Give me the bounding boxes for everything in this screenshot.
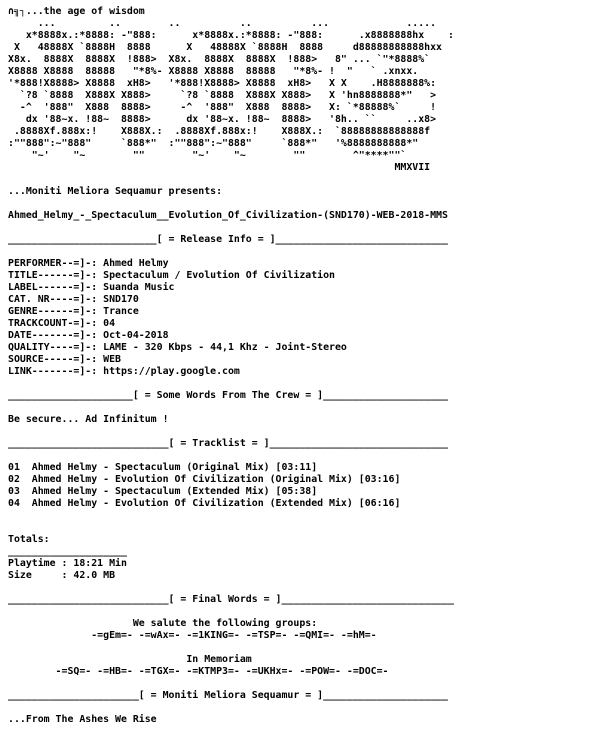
- info-genre: GENRE------=]-: Trance: [8, 306, 139, 317]
- blank-line: [8, 510, 608, 522]
- blank-line: [8, 198, 608, 210]
- info-link: LINK-------=]-: https://play.google.com: [8, 366, 240, 377]
- totals-playtime: Playtime : 18:21 Min: [8, 558, 127, 569]
- ascii-art-line: "~' "~ "" "~' "~ "" ^"****""`: [8, 150, 407, 161]
- ascii-art-line: X8x. 8888X 8888X !888> X8x. 8888X 8888X !888> 8" ... `"*8888%`: [8, 54, 431, 65]
- release-name: Ahmed_Helmy_-_Spectaculum__Evolution_Of_Civilization-(SND170)-WEB-2018-MMS: [8, 210, 448, 221]
- blank-line: [8, 642, 608, 654]
- ascii-art-line: .8888Xf.888x:! X888X.: .8888Xf.888x:! X888X.: `88888888888888f: [8, 126, 431, 137]
- ascii-art-line: `?8 `8888 X888X X888> `?8 `8888 X888X X888> X 'hn8888888*" >: [8, 90, 437, 101]
- presents-line: ...Moniti Meliora Sequamur presents:: [8, 186, 223, 197]
- blank-line: [8, 606, 608, 618]
- closing-line: ...From The Ashes We Rise: [8, 714, 157, 725]
- track-row: 02 Ahmed Helmy - Evolution Of Civilization (Original Mix) [03:16]: [8, 474, 401, 485]
- salute-groups: -=gEm=- -=wAx=- -=1KING=- -=TSP=- -=QMI=- -=hM=-: [8, 630, 377, 641]
- totals-rule: ____________________: [8, 546, 127, 557]
- blank-line: [8, 582, 608, 594]
- info-performer: PERFORMER--=]-: Ahmed Helmy: [8, 258, 169, 269]
- blank-line: [8, 378, 608, 390]
- blank-line: [8, 246, 608, 258]
- ascii-art-line: X 48888X `8888H 8888 X 48888X `8888H 8888 d88888888888hxx: [8, 42, 443, 53]
- ascii-art-line: :""888":~"888" `888*" :""888":~"888" `888*" '%8888888888*": [8, 138, 419, 149]
- blank-line: [8, 702, 608, 714]
- ascii-art-line: -^ '888" X888 8888> -^ '888" X888 8888> X: `*88888%` !: [8, 102, 437, 113]
- section-header-final-words: ___________________________[ = Final Words = ]_____________________________: [8, 594, 454, 605]
- info-label: LABEL------=]-: Suanda Music: [8, 282, 175, 293]
- blank-line: [8, 426, 608, 438]
- ascii-art-line: dx '88~x. !88~ 8888> dx '88~x. !88~ 8888> '8h.. `` ..x8>: [8, 114, 437, 125]
- salute-heading: We salute the following groups:: [8, 618, 318, 629]
- ascii-art-line: X8888 X8888 88888 "*8%- X8888 X8888 88888 "*8%- ! " ` .xnxx.: [8, 66, 419, 77]
- totals-label: Totals:: [8, 534, 50, 545]
- ascii-art-line: x*8888x.:*8888: -"888: x*8888x.:*8888: -"888: .x8888888hx :: [8, 30, 454, 41]
- section-header-tracklist: ___________________________[ = Tracklist = ]______________________________: [8, 438, 448, 449]
- info-source: SOURCE-----=]-: WEB: [8, 354, 121, 365]
- info-trackcount: TRACKCOUNT-=]-: 04: [8, 318, 116, 329]
- track-row: 01 Ahmed Helmy - Spectaculum (Original Mix) [03:11]: [8, 462, 318, 473]
- info-date: DATE-------=]-: Oct-04-2018: [8, 330, 169, 341]
- memoriam-groups: -=SQ=- -=HB=- -=TGX=- -=KTMP3=- -=UKHx=- -=POW=- -=DOC=-: [8, 666, 389, 677]
- crew-words-text: Be secure... Ad Infinitum !: [8, 414, 169, 425]
- blank-line: [8, 522, 608, 534]
- section-header-crew-words: _____________________[ = Some Words From The Crew = ]_____________________: [8, 390, 448, 401]
- section-header-release-info: _________________________[ = Release Info = ]_____________________________: [8, 234, 448, 245]
- ascii-art-line: ... .. .. .. ... .....: [8, 18, 437, 29]
- track-row: 03 Ahmed Helmy - Spectaculum (Extended Mix) [05:38]: [8, 486, 318, 497]
- blank-line: [8, 222, 608, 234]
- info-catalog-number: CAT. NR----=]-: SND170: [8, 294, 139, 305]
- memoriam-heading: In Memoriam: [8, 654, 252, 665]
- blank-line: [8, 450, 608, 462]
- ascii-art-line: '*888!X8888> X8888 xH8> '*888!X8888> X8888 xH8> X X .H8888888%:: [8, 78, 437, 89]
- info-title: TITLE------=]-: Spectaculum / Evolution Of Civilization: [8, 270, 335, 281]
- ascii-art-year: MMXVII: [8, 162, 431, 173]
- blank-line: [8, 402, 608, 414]
- blank-line: [8, 678, 608, 690]
- track-row: 04 Ahmed Helmy - Evolution Of Civilization (Extended Mix) [06:16]: [8, 498, 401, 509]
- totals-size: Size : 42.0 MB: [8, 570, 116, 581]
- info-quality: QUALITY----=]-: LAME - 320 Kbps - 44,1 Khz - Joint-Stereo: [8, 342, 347, 353]
- blank-line: [8, 174, 608, 186]
- header-line: ∩╗┐...the age of wisdom: [8, 6, 145, 17]
- section-header-footer: ______________________[ = Moniti Meliora Sequamur = ]_____________________: [8, 690, 448, 701]
